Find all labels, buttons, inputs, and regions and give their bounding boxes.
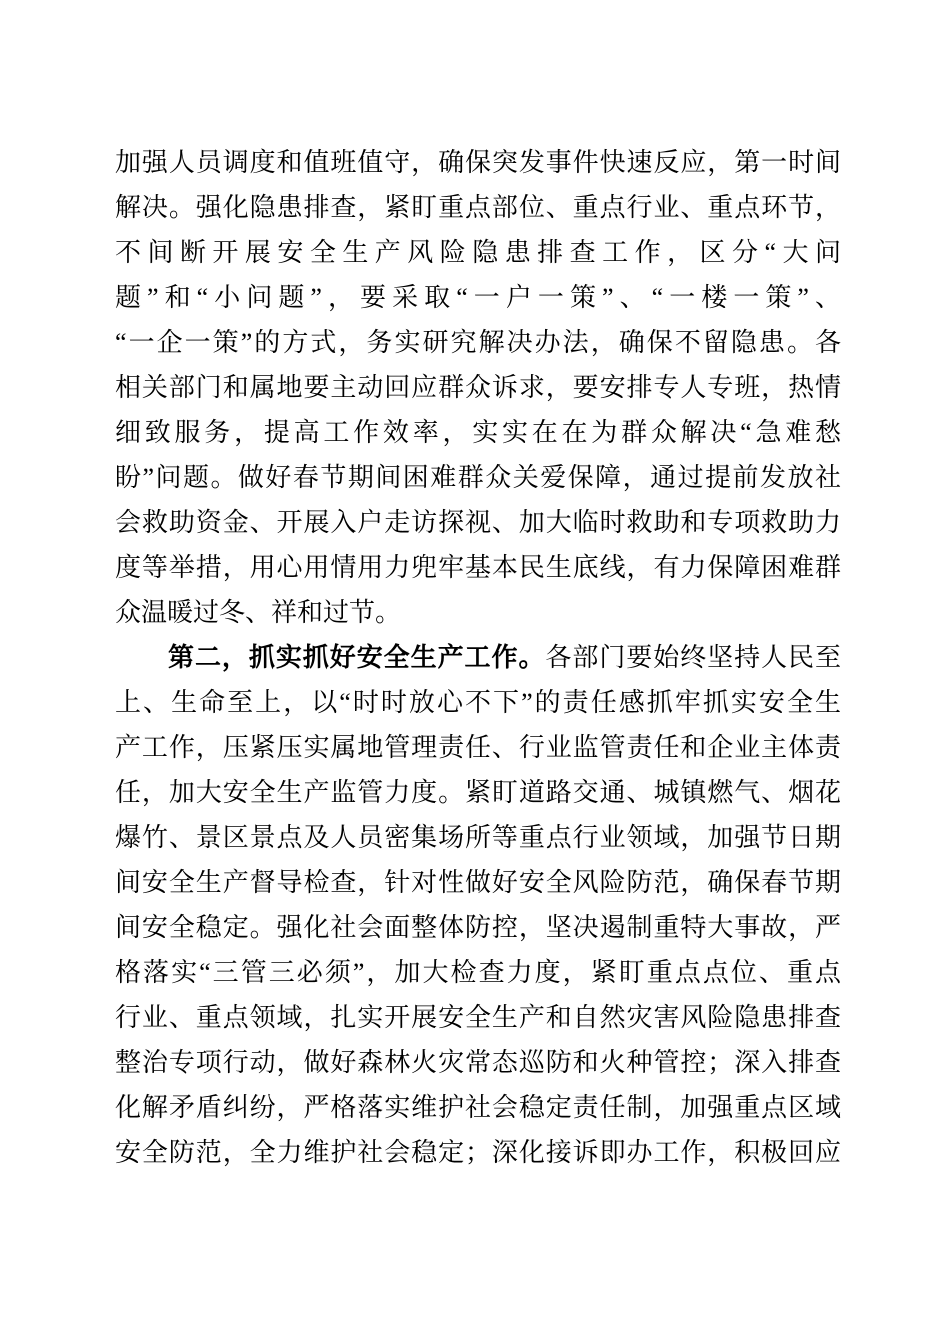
text-line: 化解矛盾纠纷，严格落实维护社会稳定责任制，加强重点区域	[115, 1093, 841, 1122]
text-line: 爆竹、景区景点及人员密集场所等重点行业领域，加强节日期	[115, 823, 841, 852]
document-body	[115, 140, 841, 1175]
document-lines	[115, 140, 841, 1175]
text-line: 第二，抓实抓好安全生产工作。各部门要始终坚持人民至	[168, 643, 841, 672]
text-line: 间安全生产督导检查，针对性做好安全风险防范，确保春节期	[115, 868, 841, 897]
text-line: 上、生命至上，以“时时放心不下”的责任感抓牢抓实安全生	[115, 688, 841, 717]
paragraph-bold-lead: 第二，抓实抓好安全生产工作。	[168, 643, 546, 672]
text-line: 会救助资金、开展入户走访探视、加大临时救助和专项救助力	[115, 508, 841, 537]
text-line: 行业、重点领域，扎实开展安全生产和自然灾害风险隐患排查	[115, 1003, 841, 1032]
text-line: 加强人员调度和值班值守，确保突发事件快速反应，第一时间	[115, 148, 841, 177]
text-line: 间安全稳定。强化社会面整体防控，坚决遏制重特大事故，严	[115, 913, 841, 942]
text-line: 产工作，压紧压实属地管理责任、行业监管责任和企业主体责	[115, 733, 841, 762]
text-line: 整治专项行动，做好森林火灾常态巡防和火种管控；深入排查	[115, 1048, 841, 1077]
text-line: 格落实“三管三必须”，加大检查力度，紧盯重点点位、重点	[115, 958, 841, 987]
text-line: 相关部门和属地要主动回应群众诉求，要安排专人专班，热情	[115, 373, 841, 402]
text-line: 盼”问题。做好春节期间困难群众关爱保障，通过提前发放社	[115, 463, 841, 492]
text-line: 众温暖过冬、祥和过节。	[115, 598, 402, 627]
text-line: 细致服务，提高工作效率，实实在在为群众解决“急难愁	[115, 418, 841, 447]
text-line: 题”和“小问题”，要采取“一户一策”、“一楼一策”、	[115, 283, 841, 312]
text-line: 解决。强化隐患排查，紧盯重点部位、重点行业、重点环节，	[115, 193, 841, 222]
text-line: 度等举措，用心用情用力兜牢基本民生底线，有力保障困难群	[115, 553, 841, 582]
text-line: 不间断开展安全生产风险隐患排查工作，区分“大问	[115, 238, 841, 267]
text-line: 安全防范，全力维护社会稳定；深化接诉即办工作，积极回应	[115, 1138, 841, 1167]
text-line: “一企一策”的方式，务实研究解决办法，确保不留隐患。各	[115, 328, 841, 357]
text-line: 任，加大安全生产监管力度。紧盯道路交通、城镇燃气、烟花	[115, 778, 841, 807]
